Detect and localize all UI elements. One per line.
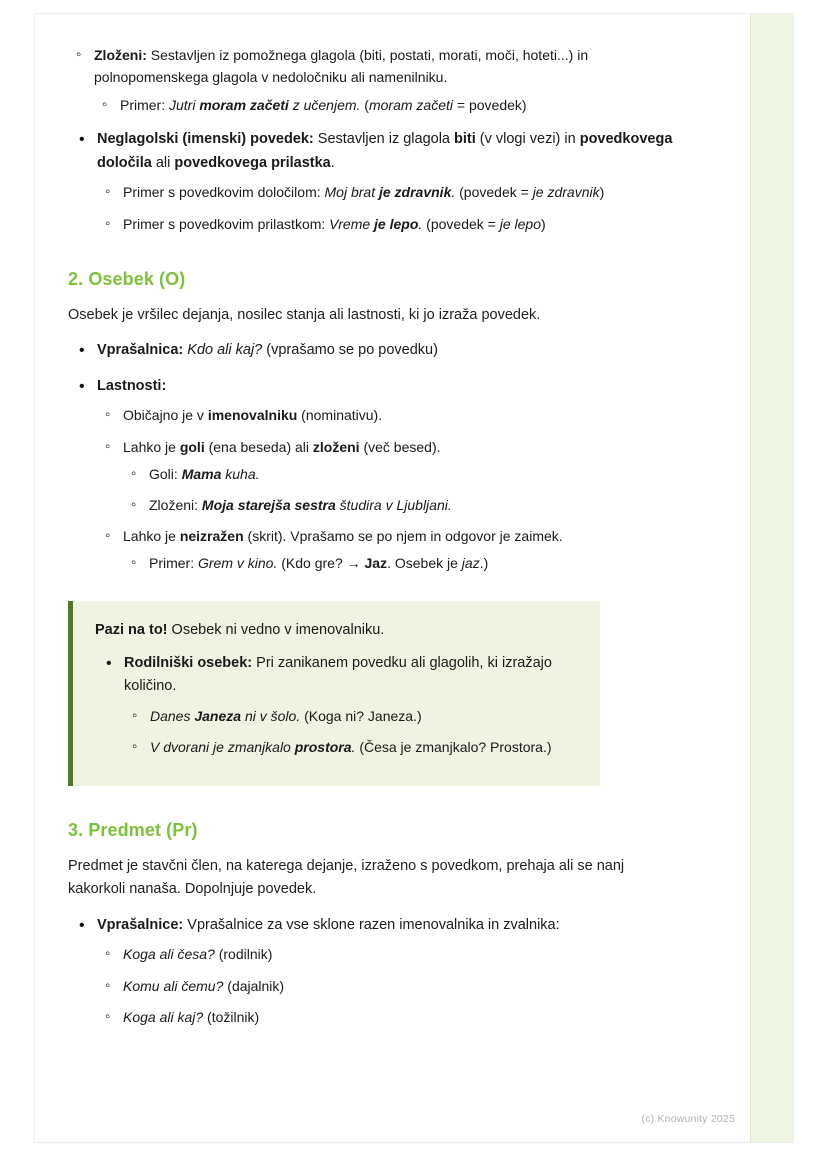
vprasalnice-text: Vprašalnice za vse sklone razen imenovalnika in zvalnika: bbox=[183, 916, 560, 933]
callout-examples bbox=[124, 705, 580, 759]
list-item bbox=[97, 943, 678, 965]
example-prefix: Primer: bbox=[120, 96, 169, 113]
ex1-paren: (povedek = bbox=[455, 184, 533, 201]
neglagolski-label: Neglagolski (imenski) povedek: bbox=[97, 131, 314, 148]
neglagolski-bold-3: povedkovega prilastka bbox=[174, 154, 331, 171]
ex2-bold-italic: je lepo bbox=[374, 215, 419, 232]
l3-ex-end: .) bbox=[479, 555, 489, 572]
l1-a: Običajno je v bbox=[123, 407, 208, 424]
zlozeni-label: Zloženi: bbox=[94, 47, 147, 63]
document-page bbox=[35, 14, 793, 1142]
callout-item-bold: Rodilniški osebek: bbox=[124, 654, 253, 671]
list-vprasalnice-items bbox=[97, 943, 678, 1028]
ex2-prefix: Primer s povedkovim prilastkom: bbox=[123, 215, 330, 232]
vprasalnica-label: Vprašalnica: bbox=[97, 342, 184, 359]
zlozeni2-prefix: Zloženi: bbox=[149, 496, 202, 513]
zlozeni-text: Sestavljen iz pomožnega glagola (biti, postati, morati, moči, hoteti...) in polnopomenskega glagola v nedoločniku ali namenilniku. bbox=[94, 47, 589, 86]
neglagolski-bold-1: biti bbox=[454, 131, 476, 148]
list-item-zlozeni bbox=[68, 44, 678, 116]
ex2-paren: (povedek = bbox=[422, 215, 500, 232]
callout-list bbox=[95, 652, 580, 759]
ex1-paren-italic: je zdravnik bbox=[532, 184, 600, 201]
vprasalnice-label: Vprašalnice: bbox=[97, 916, 184, 933]
callout-ex1-italic-1: Danes bbox=[150, 707, 195, 724]
heading-osebek: 2. Osebek (O) bbox=[68, 268, 186, 289]
l1-c: (nominativu). bbox=[297, 407, 383, 424]
list-neglagolski bbox=[68, 128, 678, 235]
l2-e: (več besed). bbox=[359, 438, 441, 455]
example-paren-end: = povedek) bbox=[453, 96, 527, 113]
list-item-vprasalnica bbox=[68, 339, 678, 362]
vprasalnica-italic-1: Komu ali čemu? bbox=[123, 977, 224, 994]
vprasalnica-italic-2: Koga ali kaj? bbox=[123, 1008, 204, 1025]
callout-title bbox=[95, 619, 580, 642]
vprasalnica-italic-0: Koga ali česa? bbox=[123, 946, 215, 963]
vprasalnica-italic: Kdo ali kaj? bbox=[183, 342, 263, 359]
example-paren-italic: moram začeti bbox=[368, 96, 454, 113]
list-item-imenovalnik bbox=[97, 404, 678, 426]
paragraph-osebek-intro: Osebek je vršilec dejanja, nosilec stanja ali lastnosti, ki jo izraža povedek. bbox=[68, 306, 541, 323]
goli-bold-italic: Mama bbox=[181, 466, 222, 483]
example-italic-2: z učenjem. bbox=[288, 96, 361, 113]
vprasalnica-rest-1: (dajalnik) bbox=[223, 977, 285, 994]
neglagolski-text-3: ali bbox=[151, 154, 175, 171]
callout-item-rest: Pri zanikanem povedku ali glagolih, ki izražajo količino. bbox=[124, 654, 552, 695]
l3-a: Lahko je bbox=[123, 527, 180, 544]
ex1-bold-italic: je zdravnik bbox=[378, 184, 452, 201]
ex2-italic-end: . bbox=[418, 215, 423, 232]
list-item bbox=[97, 1006, 678, 1028]
vprasalnica-rest-0: (rodilnik) bbox=[214, 946, 273, 963]
list-neglagolski-examples bbox=[97, 181, 678, 235]
l2-d: zloženi bbox=[312, 438, 360, 455]
ex1-italic: Moj brat bbox=[324, 184, 379, 201]
example-paren-open: ( bbox=[360, 96, 369, 113]
list-item-neglagolski bbox=[68, 128, 678, 235]
l3-b: neizražen bbox=[179, 527, 244, 544]
list-osebek bbox=[68, 339, 678, 574]
ex2-paren-italic: je lepo bbox=[499, 215, 541, 232]
callout-ex1-bold-italic: Janeza bbox=[194, 707, 242, 724]
callout-ex1-paren: (Koga ni? Janeza.) bbox=[300, 707, 422, 724]
neglagolski-text-2: (v vlogi vezi) in bbox=[475, 131, 580, 148]
neglagolski-text-4: . bbox=[330, 154, 335, 171]
list-item-neizrazen bbox=[97, 525, 678, 575]
list-item-vprasalnice bbox=[68, 914, 678, 1029]
ex1-paren-end: ) bbox=[599, 184, 605, 201]
l3-ex-italic: Grem v kino. bbox=[198, 555, 278, 572]
list-item-zlozeni-example-2 bbox=[123, 494, 678, 516]
callout-ex2-paren: (Česa je zmanjkalo? Prostora.) bbox=[355, 739, 552, 756]
list-item-neizrazen-example bbox=[123, 552, 678, 574]
vprasalnica-rest-2: (tožilnik) bbox=[203, 1008, 260, 1025]
callout-title-rest: Osebek ni vedno v imenovalniku. bbox=[167, 621, 385, 638]
l3-ex-mid: (Kdo gre? → bbox=[277, 555, 365, 572]
ex2-paren-end: ) bbox=[541, 215, 546, 232]
callout-pazi-na-to bbox=[68, 601, 600, 786]
ex1-prefix: Primer s povedkovim določilom: bbox=[123, 184, 325, 201]
list-item bbox=[97, 975, 678, 997]
callout-ex2-italic-1: V dvorani je zmanjkalo bbox=[150, 739, 295, 756]
list-povedek-types bbox=[68, 44, 678, 116]
callout-title-bold: Pazi na to! bbox=[95, 621, 168, 638]
zlozeni2-bold-italic: Moja starejša sestra bbox=[201, 496, 336, 513]
list-predmet bbox=[68, 914, 678, 1029]
list-item-callout-example-1 bbox=[124, 705, 580, 727]
list-item-example-prilastek bbox=[97, 213, 678, 235]
neglagolski-bold-2: povedkovega določila bbox=[97, 131, 673, 171]
list-item-goli-zlozeni bbox=[97, 436, 678, 516]
list-item-zlozeni-example bbox=[94, 94, 678, 116]
callout-ex2-bold-italic: prostora bbox=[294, 739, 352, 756]
l3-ex-bold: Jaz bbox=[364, 555, 388, 572]
document-content bbox=[68, 14, 678, 1040]
list-item-goli-example bbox=[123, 463, 678, 485]
example-italic-1: Jutri bbox=[169, 96, 200, 113]
list-item-callout-example-2 bbox=[124, 736, 580, 758]
ex1-italic-end: . bbox=[451, 184, 456, 201]
l3-c: (skrit). Vprašamo se po njem in odgovor je zaimek. bbox=[243, 527, 563, 544]
zlozeni2-italic: študira v Ljubljani. bbox=[335, 496, 452, 513]
list-item-rodilniski-osebek bbox=[95, 652, 580, 759]
l2-a: Lahko je bbox=[123, 438, 180, 455]
neglagolski-text-1: Sestavljen iz glagola bbox=[313, 131, 455, 148]
callout-ex2-italic-2: . bbox=[351, 739, 356, 756]
l3-ex-mid2: . Osebek je bbox=[387, 555, 462, 572]
paragraph-predmet-intro: Predmet je stavčni člen, na katerega dejanje, izraženo s povedkom, prehaja ali se nanj kakorkoli nanaša. Dopolnjuje povedek. bbox=[68, 857, 625, 898]
list-zlozeni-examples bbox=[94, 94, 678, 116]
l3-ex-italic2: jaz bbox=[461, 555, 480, 572]
heading-predmet: 3. Predmet (Pr) bbox=[68, 819, 198, 840]
lastnosti-label: Lastnosti: bbox=[97, 377, 167, 394]
l2-c: (ena beseda) ali bbox=[204, 438, 313, 455]
list-neizrazen-examples bbox=[123, 552, 678, 574]
list-item-lastnosti bbox=[68, 375, 678, 575]
l3-ex-prefix: Primer: bbox=[149, 555, 198, 572]
callout-ex1-italic-2: ni v šolo. bbox=[241, 707, 301, 724]
list-goli-zlozeni-examples bbox=[123, 463, 678, 516]
ex2-italic: Vreme bbox=[329, 215, 375, 232]
list-lastnosti bbox=[97, 404, 678, 574]
l1-b: imenovalniku bbox=[207, 407, 298, 424]
example-bold-italic: moram začeti bbox=[199, 96, 289, 113]
footer-credit: (c) Knowunity 2025 bbox=[641, 1113, 735, 1125]
goli-prefix: Goli: bbox=[149, 466, 182, 483]
goli-italic: kuha. bbox=[221, 466, 260, 483]
page-side-strip bbox=[750, 14, 793, 1142]
vprasalnica-rest: (vprašamo se po povedku) bbox=[262, 342, 438, 359]
l2-b: goli bbox=[179, 438, 205, 455]
list-item-example-dolocilo bbox=[97, 181, 678, 203]
